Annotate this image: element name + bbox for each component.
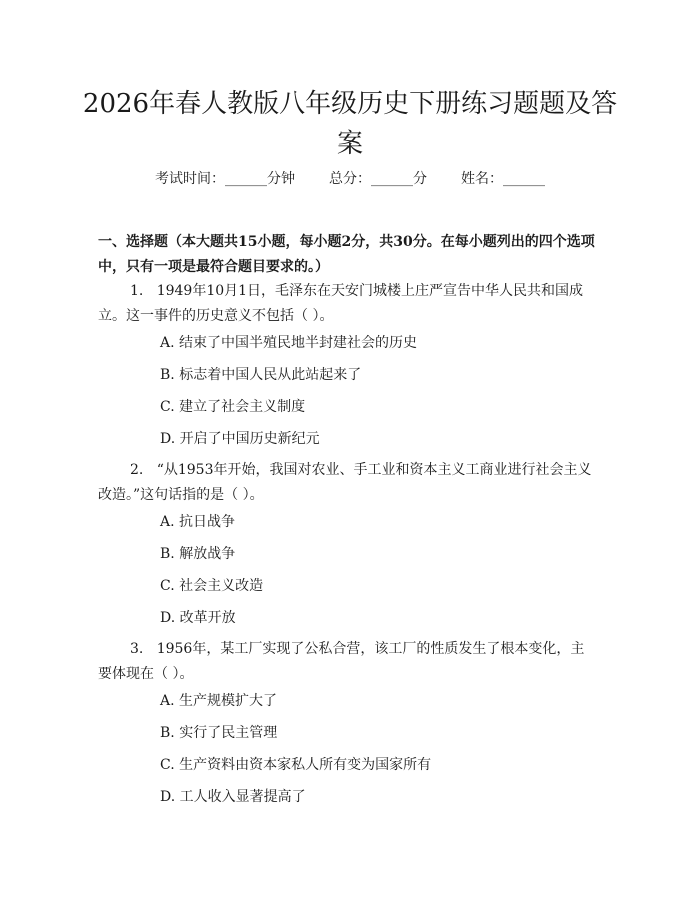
question-option: D. 开启了中国历史新纪元 (160, 431, 320, 447)
document-title: 2026年春人教版八年级历史下册练习题题及答案 (82, 89, 618, 159)
question-option: C. 建立了社会主义制度 (160, 399, 306, 415)
question-option: B. 解放战争 (160, 546, 236, 562)
question-option: D. 工人收入显著提高了 (160, 789, 306, 805)
exam-info-line (0, 168, 700, 188)
question-stem: 1. 1949年10月1日，毛泽东在天安门城楼上庄严宣告中华人民共和国成立。这一事件的历史意义不包括（ ）。 (98, 283, 584, 324)
question-option: A. 生产规模扩大了 (160, 693, 278, 709)
exam-time-field: 考试时间：______分钟 (155, 171, 295, 187)
question-option: B. 实行了民主管理 (160, 725, 278, 741)
section-header: 一、选择题（本大题共15小题，每小题2分，共30分。在每小题列出的四个选项中，只有一项是最符合题目要求的。） (98, 234, 595, 275)
question-stem: 2. “从1953年开始，我国对农业、手工业和资本主义工商业进行社会主义改造。”这句话指的是（ ）。 (98, 462, 592, 503)
total-score-field: 总分：______分 (329, 171, 427, 187)
question-stem: 3. 1956年，某工厂实现了公私合营，该工厂的性质发生了根本变化，主要体现在（ ）。 (98, 641, 585, 682)
question-option: A. 抗日战争 (160, 514, 236, 530)
question-option: A. 结束了中国半殖民地半封建社会的历史 (160, 335, 418, 351)
question-option: D. 改革开放 (160, 610, 236, 626)
question-option: C. 生产资料由资本家私人所有变为国家所有 (160, 757, 432, 773)
question-option: C. 社会主义改造 (160, 578, 264, 594)
name-field: 姓名：______ (461, 171, 545, 187)
question-option: B. 标志着中国人民从此站起来了 (160, 367, 362, 383)
